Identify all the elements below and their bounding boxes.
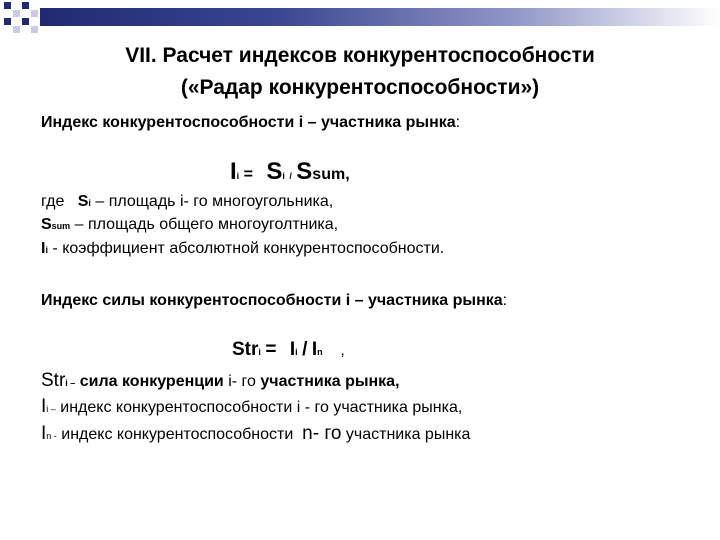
block2-formula: Stri = Ii / In , <box>232 339 345 360</box>
gradient-band <box>40 8 720 26</box>
block1-def-si: где Si – площадь i- го многоугольника, <box>41 193 334 210</box>
block2-def-stri: Stri – сила конкуренции i- го участника рынка, <box>41 370 400 391</box>
block2-def-in: In - индекс конкурентоспособности n- го участника рынка <box>41 423 471 444</box>
block1-def-ii: Ii - коэффициент абсолютной конкурентоспособности. <box>41 240 445 257</box>
decorative-header <box>0 0 720 40</box>
deco-square <box>22 2 29 9</box>
page-title-line2: («Радар конкурентоспособности») <box>180 76 540 99</box>
block1-def-ssum: Ssum – площадь общего многоуголтника, <box>41 216 339 233</box>
deco-square <box>13 26 20 33</box>
block2-heading: Индекс силы конкурентоспособности i – участника рынка: <box>41 292 508 309</box>
block1-heading: Индекс конкурентоспособности i – участника рынка: <box>41 114 461 131</box>
block2-def-ii: Ii – индекс конкурентоспособности i - го участника рынка, <box>41 396 463 417</box>
deco-square <box>4 18 11 25</box>
deco-square <box>31 10 38 17</box>
page-title-line1: VII. Расчет индексов конкурентоспособности <box>125 44 595 67</box>
deco-square <box>22 18 29 25</box>
deco-square <box>31 26 38 33</box>
block1-formula: Ii = Si / Ssum, <box>230 158 350 185</box>
deco-square <box>4 2 11 9</box>
deco-square <box>13 10 20 17</box>
